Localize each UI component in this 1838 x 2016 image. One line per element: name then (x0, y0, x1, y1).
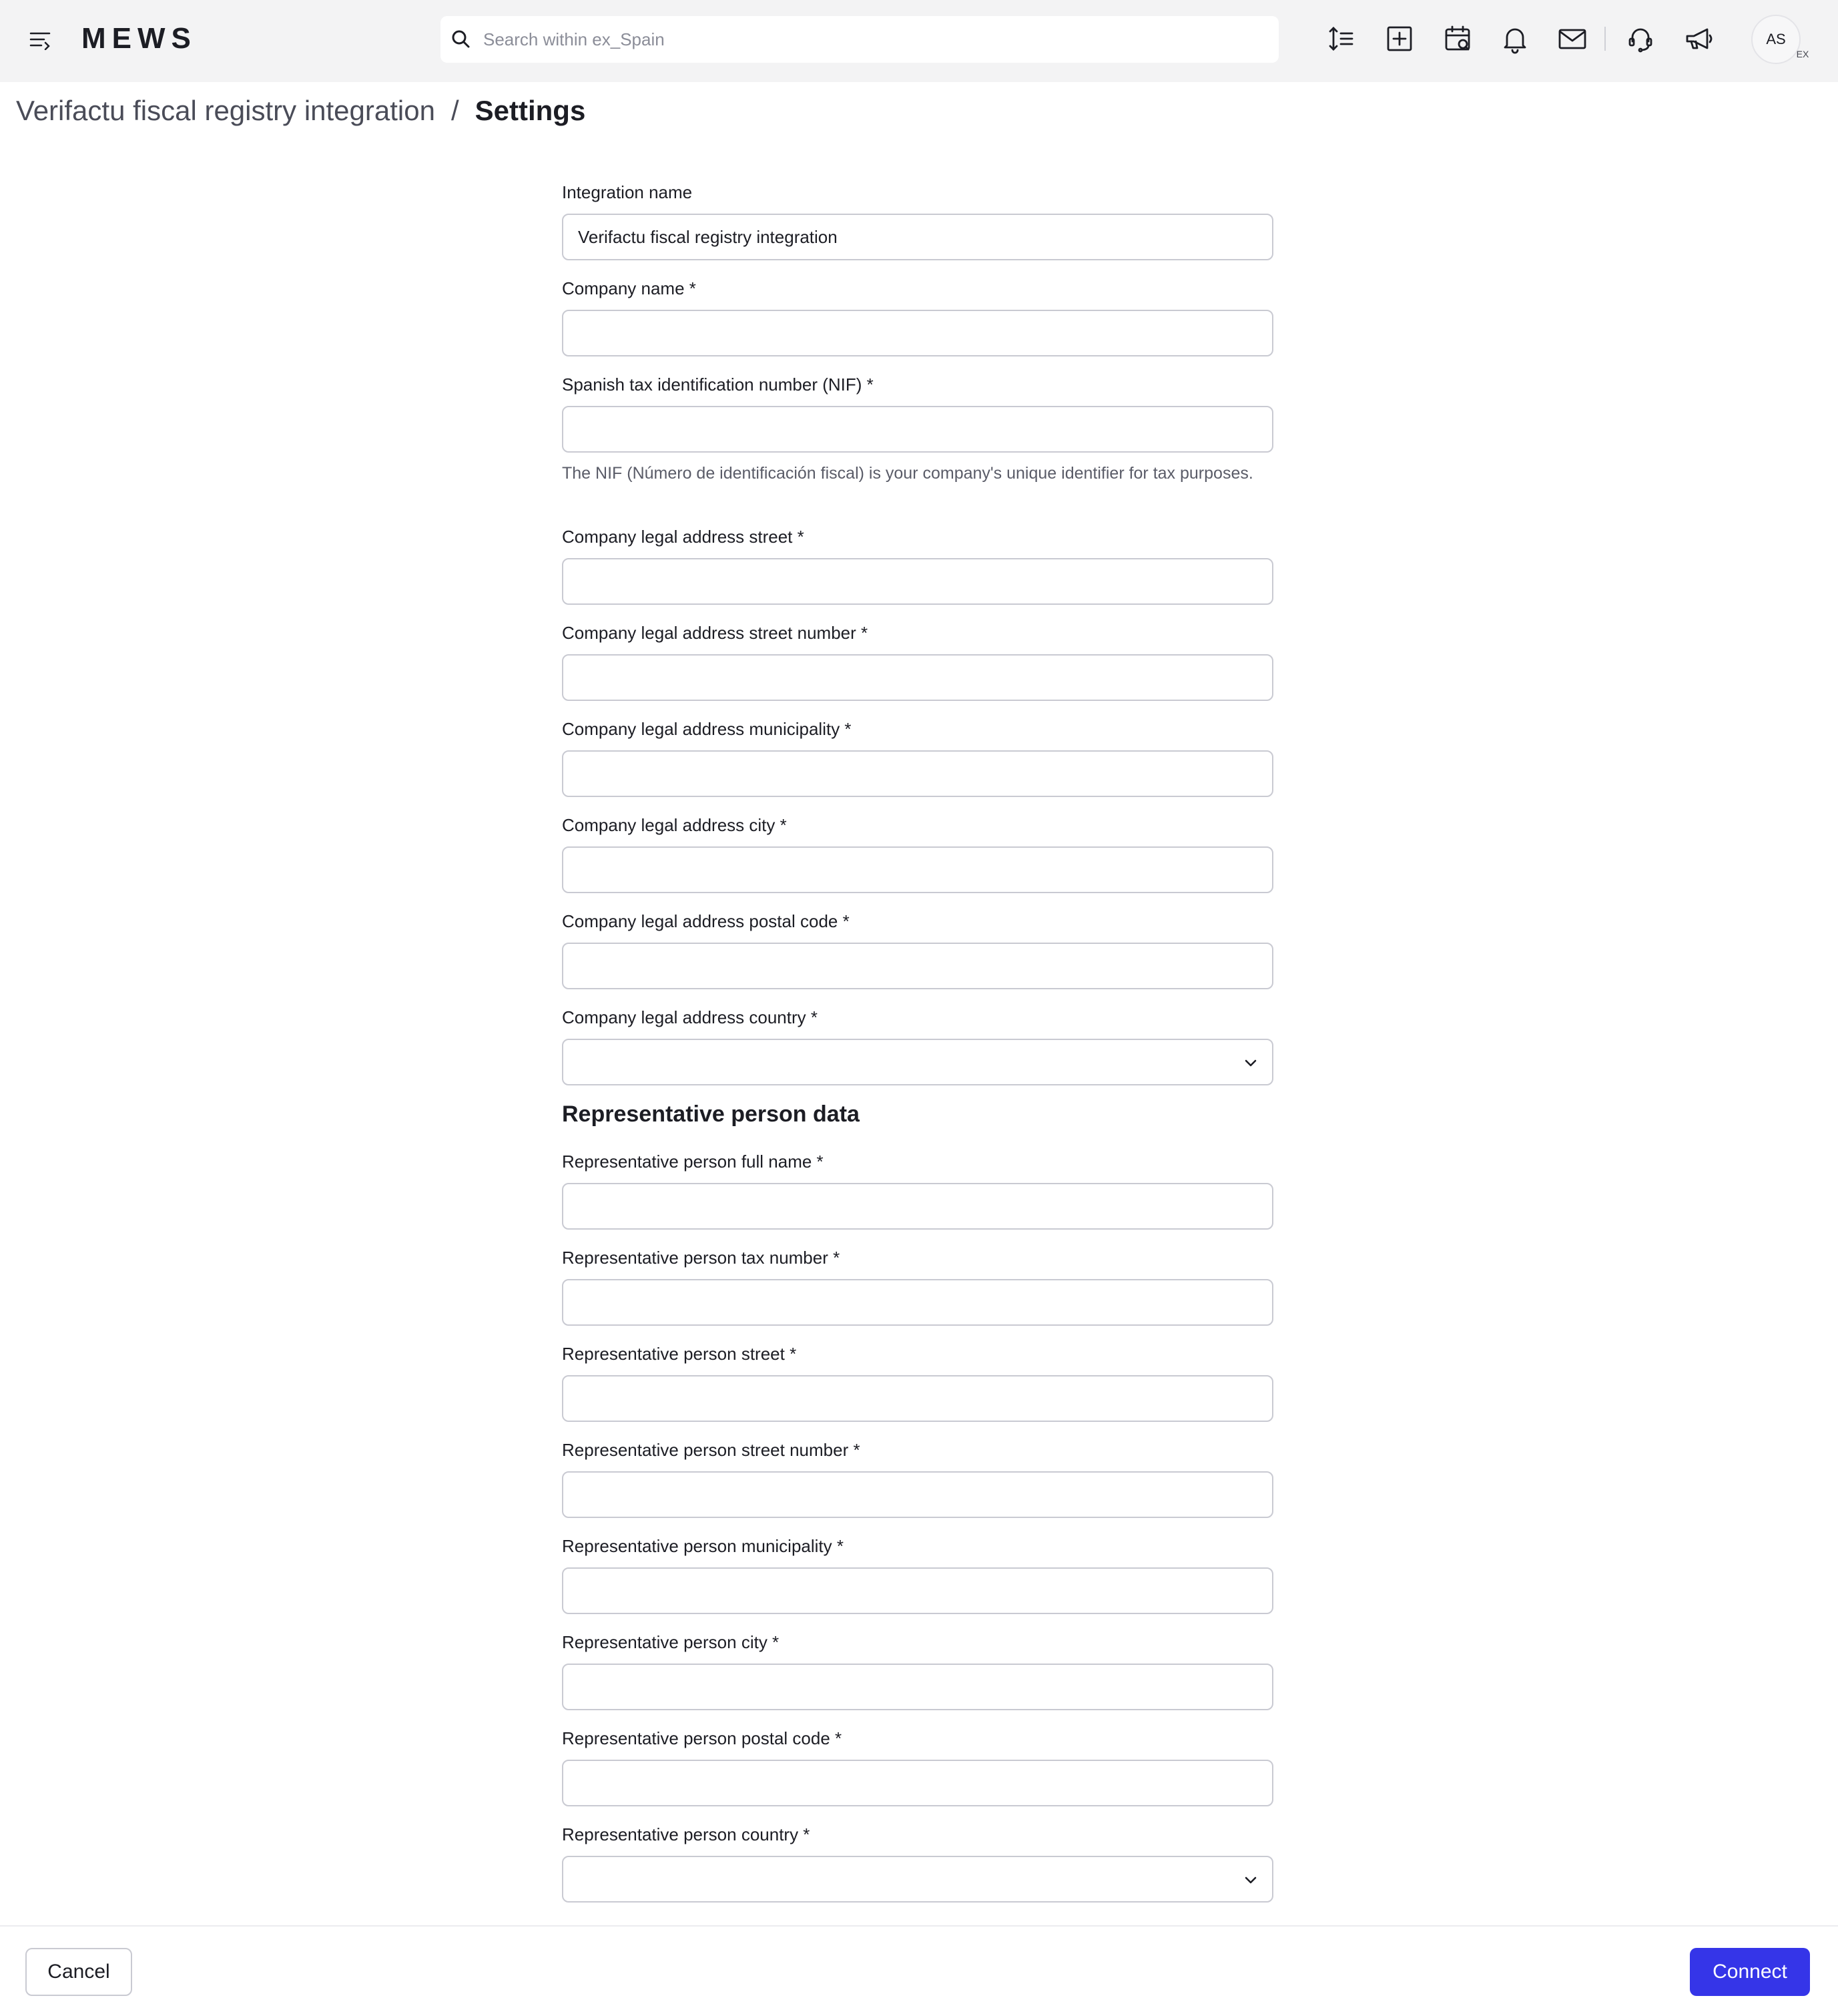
company-postal-code-field (562, 909, 1273, 989)
company-postal-code-input[interactable] (562, 943, 1273, 989)
company-street-field (562, 525, 1273, 605)
rep-full-name-input[interactable] (562, 1183, 1273, 1230)
chevron-down-icon (1243, 1055, 1259, 1071)
company-street-label: Company legal address street * (562, 527, 804, 547)
rep-tax-number-field (562, 1246, 1273, 1326)
rep-tax-number-label: Representative person tax number * (562, 1248, 840, 1268)
top-bar (0, 0, 1838, 82)
rep-street-field (562, 1342, 1273, 1422)
toolbar-divider (1604, 27, 1606, 51)
company-country-label: Company legal address country * (562, 1007, 818, 1027)
company-name-field (562, 276, 1273, 356)
enterprise-badge: EX (1796, 49, 1809, 59)
company-country-select[interactable] (562, 1039, 1273, 1085)
company-municipality-label: Company legal address municipality * (562, 719, 852, 739)
nif-label: Spanish tax identification number (NIF) * (562, 374, 874, 395)
integration-name-input[interactable] (562, 214, 1273, 260)
search-icon (450, 28, 473, 51)
breadcrumb (16, 92, 585, 130)
connect-button[interactable]: Connect (1690, 1948, 1810, 1996)
menu-icon[interactable] (24, 25, 57, 55)
company-street-number-input[interactable] (562, 654, 1273, 701)
calendar-icon[interactable] (1439, 20, 1476, 57)
representative-section-title: Representative person data (562, 1101, 860, 1127)
rep-country-select[interactable] (562, 1856, 1273, 1903)
mail-icon[interactable] (1554, 20, 1591, 57)
megaphone-icon[interactable] (1680, 20, 1718, 57)
nif-input[interactable] (562, 406, 1273, 453)
company-country-field (562, 1005, 1273, 1085)
user-avatar[interactable]: AS (1751, 15, 1801, 64)
rep-street-input[interactable] (562, 1375, 1273, 1422)
page-title: Settings (475, 95, 586, 126)
rep-tax-number-input[interactable] (562, 1279, 1273, 1326)
rep-full-name-field (562, 1150, 1273, 1230)
rep-country-label: Representative person country * (562, 1824, 810, 1844)
company-name-label: Company name * (562, 278, 696, 298)
breadcrumb-parent-link[interactable]: Verifactu fiscal registry integration (16, 95, 435, 126)
cancel-button[interactable]: Cancel (25, 1948, 132, 1996)
rep-postal-code-input[interactable] (562, 1760, 1273, 1806)
search-box[interactable] (440, 16, 1279, 63)
rep-municipality-input[interactable] (562, 1567, 1273, 1614)
company-municipality-field (562, 717, 1273, 797)
company-municipality-input[interactable] (562, 750, 1273, 797)
rep-postal-code-field (562, 1726, 1273, 1806)
company-street-input[interactable] (562, 558, 1273, 605)
chevron-down-icon (1243, 1872, 1259, 1888)
company-city-field (562, 813, 1273, 893)
integration-name-field (562, 180, 1273, 260)
add-square-icon[interactable] (1381, 20, 1418, 57)
rep-city-input[interactable] (562, 1664, 1273, 1710)
breadcrumb-separator: / (450, 95, 459, 126)
rep-country-field (562, 1822, 1273, 1903)
rep-street-label: Representative person street * (562, 1344, 797, 1364)
rep-city-field (562, 1630, 1273, 1710)
rep-street-number-input[interactable] (562, 1471, 1273, 1518)
rep-street-number-label: Representative person street number * (562, 1440, 860, 1460)
integration-name-label: Integration name (562, 182, 693, 202)
company-city-label: Company legal address city * (562, 815, 787, 835)
nif-field (562, 372, 1273, 486)
company-postal-code-label: Company legal address postal code * (562, 911, 850, 931)
rep-municipality-field (562, 1534, 1273, 1614)
nif-hint: The NIF (Número de identificación fiscal) is your company's unique identifier for tax purposes. (562, 464, 1253, 483)
sort-lines-icon[interactable] (1323, 20, 1360, 57)
mews-logo[interactable]: MEWS (81, 22, 197, 55)
rep-postal-code-label: Representative person postal code * (562, 1728, 842, 1748)
company-city-input[interactable] (562, 846, 1273, 893)
support-icon[interactable] (1622, 20, 1659, 57)
rep-full-name-label: Representative person full name * (562, 1152, 824, 1172)
rep-street-number-field (562, 1438, 1273, 1518)
rep-municipality-label: Representative person municipality * (562, 1536, 844, 1556)
search-input[interactable] (483, 29, 1257, 50)
company-name-input[interactable] (562, 310, 1273, 356)
company-street-number-field (562, 621, 1273, 701)
rep-city-label: Representative person city * (562, 1632, 780, 1652)
bell-icon[interactable] (1496, 20, 1534, 57)
form-footer (0, 1925, 1838, 2016)
company-street-number-label: Company legal address street number * (562, 623, 868, 643)
